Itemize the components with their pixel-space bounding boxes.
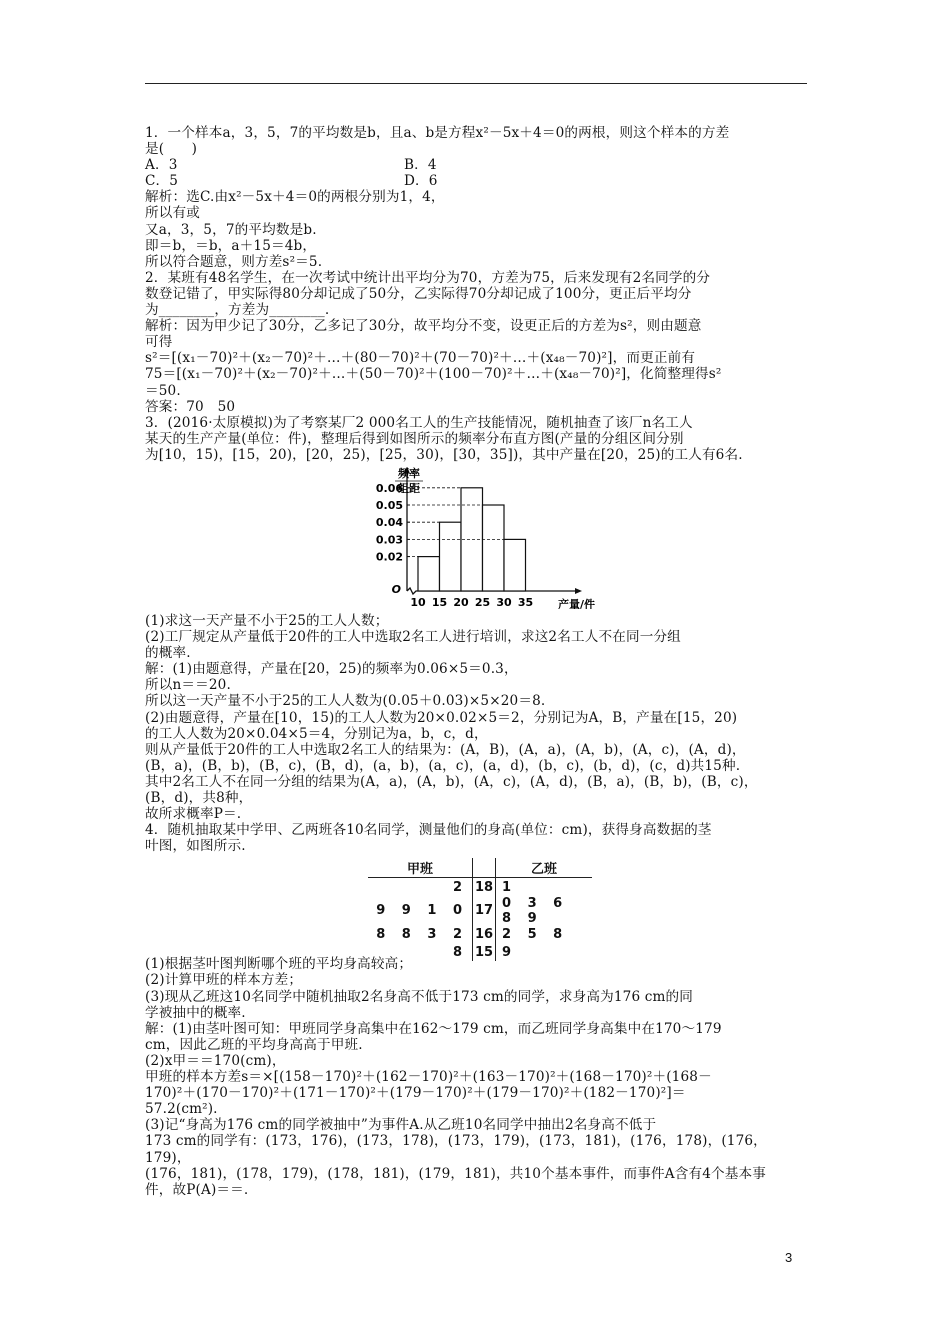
- text-line: (2)工厂规定从产量低于20件的工人中选取2名工人进行培训，求这2名工人不在同一分组: [145, 629, 681, 646]
- text-line: 所以有或: [145, 205, 200, 222]
- text-line: 的工人人数为20×0.04×5＝4，分别记为a，b，c，d，: [145, 725, 488, 742]
- text-line: 170)²＋(170－170)²＋(171－170)²＋(179－170)²＋(179－170)²＋(182－170)²]＝: [145, 1085, 686, 1102]
- text-line: 解：(1)由茎叶图可知：甲班同学身高集中在162～179 cm，而乙班同学身高集中在170～179: [145, 1020, 722, 1037]
- right-leaves: 0 3 6 8 9: [502, 895, 569, 926]
- text-line: (2)x甲＝＝170(cm)，: [145, 1052, 286, 1069]
- text-line: (B，a)，(B，b)，(B，c)，(B，d)，(a，b)，(a，c)，(a，d)，(b，c)，(b，d)，(c，d)共15种.: [145, 757, 741, 774]
- text-line: 为[10，15)，[15，20)，[20，25)，[25，30)，[30，35])，其中产量在[20，25)的工人有6名.: [145, 446, 743, 463]
- page-content: [145, 125, 807, 1198]
- text-line: 甲班的样本方差s＝×[(158－170)²＋(162－170)²＋(163－170)²＋(168－170)²＋(168－: [145, 1069, 712, 1086]
- x-tick-label: 10: [410, 595, 426, 609]
- x-axis-label: 产量/件: [558, 597, 596, 609]
- text-line: 可得: [145, 334, 173, 351]
- text-line: (3)记“身高为176 cm的同学被抽中”为事件A.从乙班10名同学中抽出2名身高不低于: [145, 1117, 657, 1134]
- stem-leaf-table: [368, 858, 592, 961]
- text-line: 即＝b，＝b，a＋15＝4b，: [145, 237, 317, 254]
- text-line: 答案：70 50: [145, 398, 236, 415]
- stem-row: [368, 878, 592, 896]
- option-a: A．3: [145, 157, 178, 174]
- histogram-bar: [418, 557, 440, 591]
- options-row: [145, 157, 807, 173]
- text-line: 3．(2016·太原模拟)为了考察某厂2 000名工人的生产技能情况，随机抽查了该厂n名工人: [145, 414, 693, 431]
- text-line: ＝50.: [145, 382, 181, 399]
- text-line: (176，181)，(178，179)，(178，181)，(179，181)，共10个基本事件，而事件A含有4个基本事: [145, 1165, 767, 1182]
- stem-row: [368, 926, 592, 944]
- y-tick-label: 0.02: [375, 550, 403, 564]
- x-tick-label: 35: [517, 595, 534, 609]
- x-tick-label: 20: [453, 595, 469, 609]
- text-line: 故所求概率P＝.: [145, 806, 242, 823]
- text-line: 叶图，如图所示.: [145, 838, 246, 855]
- options-row: [145, 173, 807, 189]
- histogram-bar: [440, 522, 462, 591]
- x-tick-label: 15: [431, 595, 448, 609]
- text-line: 173 cm的同学有：(173，176)，(173，178)，(173，179)，(173，181)，(176，178)，(176，179)，: [145, 1133, 767, 1166]
- histogram-bar: [483, 505, 505, 591]
- histogram-bar: [504, 539, 526, 591]
- text-line: (2)由题意得，产量在[10，15)的工人人数为20×0.02×5＝2，分别记为A，B，产量在[15，20): [145, 709, 738, 726]
- text-line: cm，因此乙班的平均身高高于甲班.: [145, 1036, 363, 1053]
- y-label-top: 频率: [398, 466, 420, 480]
- stem: 18: [473, 878, 496, 896]
- text-line: 所以这一天产量不小于25的工人人数为(0.05＋0.03)×5×20＝8.: [145, 693, 546, 710]
- left-class-header: 甲班: [368, 858, 473, 878]
- text-line: 是( ): [145, 141, 198, 158]
- text-line: (2)计算甲班的样本方差；: [145, 972, 303, 989]
- text-line: (1)根据茎叶图判断哪个班的平均身高较高；: [145, 956, 413, 973]
- text-line: 解析：选C.由x²－5x＋4＝0的两根分别为1，4，: [145, 189, 445, 206]
- left-leaves: 2: [452, 879, 468, 895]
- x-tick-label: 25: [474, 595, 491, 609]
- right-leaves: 2 5 8: [502, 927, 569, 943]
- frequency-histogram: [145, 463, 807, 613]
- stem-leaf-plot: [145, 854, 807, 960]
- text-line: 某天的生产产量(单位：件)，整理后得到如图所示的频率分布直方图(产量的分组区间分别: [145, 430, 684, 447]
- right-leaves: 1: [502, 879, 518, 895]
- text-line: 数登记错了，甲实际得80分却记成了50分，乙实际得70分却记成了100分，更正后平均分: [145, 285, 692, 302]
- y-label-bottom: 组距: [398, 481, 420, 495]
- text-line: 所以n＝＝20.: [145, 677, 231, 694]
- y-tick-label: 0.04: [375, 516, 403, 530]
- problem-1-options: [145, 157, 807, 189]
- histogram-svg: [360, 467, 600, 609]
- text-line: 学被抽中的概率.: [145, 1004, 246, 1021]
- text-line: 57.2(cm²).: [145, 1101, 218, 1118]
- solutions-1-3-text: [145, 189, 807, 463]
- stem: 17: [473, 896, 496, 926]
- y-tick-label: 0.03: [375, 533, 403, 547]
- x-tick-label: 30: [496, 595, 512, 609]
- text-line: 为________，方差为________.: [145, 302, 330, 319]
- origin-label: O: [391, 582, 401, 596]
- stem: 15: [473, 943, 496, 961]
- text-line: 4．随机抽取某中学甲、乙两班各10名同学，测量他们的身高(单位：cm)，获得身高数据的茎: [145, 822, 712, 839]
- stem-row: [368, 896, 592, 926]
- text-line: 其中2名工人不在同一分组的结果为(A，a)，(A，b)，(A，c)，(A，d)，(B，a)，(B，b)，(B，c)，: [145, 773, 758, 790]
- text-line: (3)现从乙班这10名同学中随机抽取2名身高不低于173 cm的同学，求身高为176 cm的同: [145, 988, 694, 1005]
- text-line: s²＝[(x₁－70)²＋(x₂－70)²＋…＋(80－70)²＋(70－70)²＋…＋(x₄₈－70)²]，而更正前有: [145, 350, 696, 367]
- text-line: 1．一个样本a，3，5，7的平均数是b，且a、b是方程x²－5x＋4＝0的两根，则这个样本的方差: [145, 125, 730, 141]
- option-b: B．4: [404, 157, 437, 174]
- text-line: (1)求这一天产量不小于25的工人人数；: [145, 612, 389, 629]
- text-line: 的概率.: [145, 645, 191, 662]
- problem-3-solution-text: [145, 613, 807, 854]
- text-line: 75＝[(x₁－70)²＋(x₂－70)²＋…＋(50－70)²＋(100－70)²＋…＋(x₄₈－70)²]，化简整理得s²: [145, 366, 722, 383]
- left-leaves: 8: [452, 944, 468, 960]
- text-line: 所以符合题意，则方差s²＝5.: [145, 253, 323, 270]
- option-d: D．6: [404, 173, 438, 190]
- problem-4-solution-text: [145, 956, 807, 1197]
- header-rule: [145, 83, 807, 84]
- stem: 16: [473, 926, 496, 944]
- option-c: C．5: [145, 173, 179, 190]
- x-axis-arrow: [575, 588, 582, 594]
- text-line: 又a，3，5，7的平均数是b.: [145, 221, 317, 238]
- stem-row: [368, 943, 592, 961]
- problem-1-text: [145, 125, 807, 157]
- text-line: 件，故P(A)＝＝.: [145, 1181, 249, 1198]
- left-leaves: 9 9 1 0: [376, 903, 468, 919]
- text-line: 则从产量低于20件的工人中选取2名工人的结果为：(A，B)，(A，a)，(A，b)，(A，c)，(A，d)，: [145, 741, 746, 758]
- y-tick-label: 0.05: [375, 498, 403, 512]
- right-leaves: 9: [502, 944, 518, 960]
- page-number: 3: [785, 1250, 793, 1265]
- right-class-header: 乙班: [496, 858, 593, 878]
- text-line: (B，d)，共8种，: [145, 790, 253, 806]
- text-line: 解：(1)由题意得，产量在[20，25)的频率为0.06×5＝0.3，: [145, 661, 518, 678]
- left-leaves: 8 8 3 2: [376, 927, 468, 943]
- text-line: 解析：因为甲少记了30分，乙多记了30分，故平均分不变，设更正后的方差为s²，则由题意: [145, 318, 702, 335]
- text-line: 2．某班有48名学生，在一次考试中统计出平均分为70，方差为75，后来发现有2名同学的分: [145, 269, 711, 286]
- y-tick-label: 0.06: [375, 481, 403, 495]
